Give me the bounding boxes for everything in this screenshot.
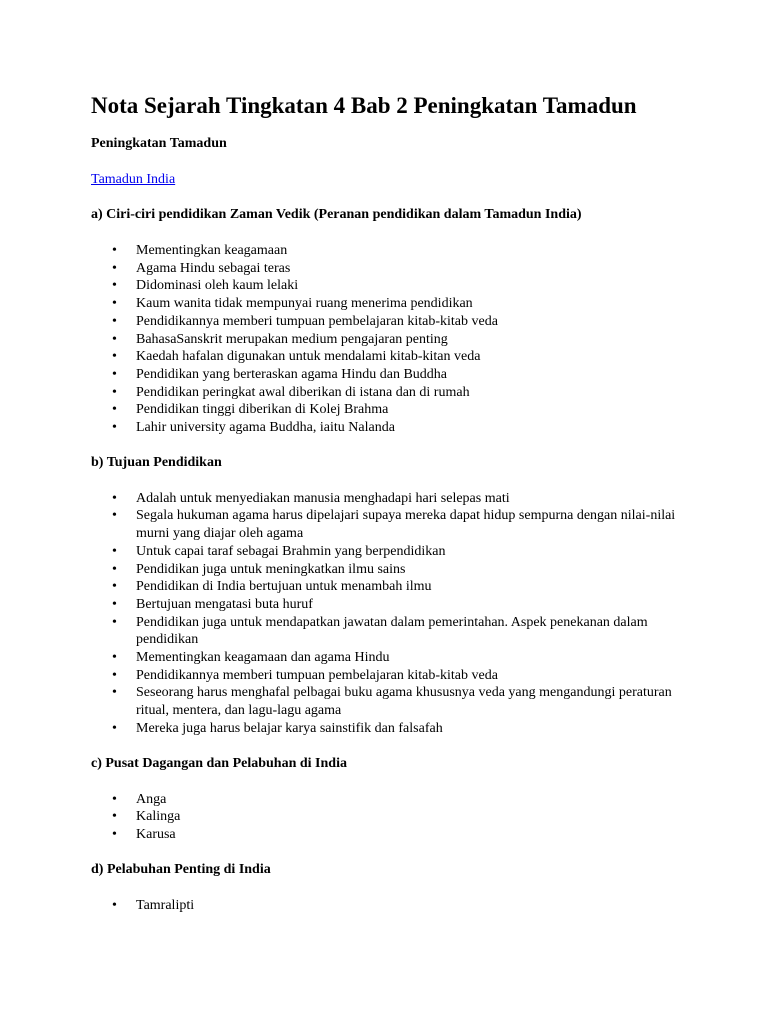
list-item [91, 384, 691, 402]
list-item [91, 348, 691, 366]
list-item [91, 596, 691, 614]
bullet-icon: • [112, 667, 117, 683]
bullet-icon: • [112, 331, 117, 347]
section-c-heading: c) Pusat Dagangan dan Pelabuhan di India [91, 755, 347, 771]
list-item-text: Segala hukuman agama harus dipelajari supaya mereka dapat hidup sempurna dengan nilai-nilai murni yang diajar oleh agama [136, 508, 676, 542]
bullet-icon: • [112, 366, 117, 382]
list-item-text: Lahir university agama Buddha, iaitu Nalanda [136, 420, 395, 436]
list-item [91, 260, 691, 278]
list-item [91, 242, 691, 260]
bullet-icon: • [112, 826, 117, 842]
list-item [91, 897, 691, 915]
bullet-icon: • [112, 402, 117, 418]
bullet-icon: • [112, 809, 117, 825]
bullet-icon: • [112, 685, 117, 701]
list-item [91, 543, 691, 561]
bullet-icon: • [112, 384, 117, 400]
list-item-text: Mementingkan keagamaan dan agama Hindu [136, 650, 390, 666]
list-item-text: BahasaSanskrit merupakan medium pengajaran penting [136, 331, 448, 347]
section-b-heading: b) Tujuan Pendidikan [91, 454, 222, 470]
list-item [91, 649, 691, 667]
list-item-text: Pendidikannya memberi tumpuan pembelajaran kitab-kitab veda [136, 313, 498, 329]
bullet-icon: • [112, 508, 117, 524]
list-item-text: Didominasi oleh kaum lelaki [136, 278, 299, 294]
list-item-text: Kaum wanita tidak mempunyai ruang menerima pendidikan [136, 296, 473, 312]
list-item [91, 614, 691, 649]
bullet-icon: • [112, 260, 117, 276]
list-item-text: Pendidikan tinggi diberikan di Kolej Brahma [136, 402, 389, 418]
bullet-icon: • [112, 420, 117, 436]
list-item [91, 295, 691, 313]
bullet-icon: • [112, 897, 117, 913]
bullet-icon: • [112, 579, 117, 595]
list-item [91, 826, 691, 844]
list-item-text: Pendidikan juga untuk mendapatkan jawatan dalam pemerintahan. Aspek penekanan dalam pendidikan [136, 614, 648, 648]
list-item-text: Pendidikannya memberi tumpuan pembelajaran kitab-kitab veda [136, 667, 498, 683]
section-c-list [91, 791, 691, 844]
bullet-icon: • [112, 561, 117, 577]
list-item-text: Pendidikan di India bertujuan untuk menambah ilmu [136, 579, 432, 595]
list-item [91, 507, 691, 542]
section-d-list [91, 897, 691, 915]
list-item-text: Anga [136, 791, 167, 807]
list-item [91, 720, 691, 738]
bullet-icon: • [112, 313, 117, 329]
section-a-heading: a) Ciri-ciri pendidikan Zaman Vedik (Peranan pendidikan dalam Tamadun India) [91, 207, 582, 222]
list-item [91, 684, 691, 719]
list-item [91, 561, 691, 579]
bullet-icon: • [112, 596, 117, 612]
section-d-heading: d) Pelabuhan Penting di India [91, 861, 271, 877]
list-item [91, 667, 691, 685]
list-item [91, 808, 691, 826]
list-item-text: Mementingkan keagamaan [136, 243, 288, 258]
list-item-text: Untuk capai taraf sebagai Brahmin yang berpendidikan [136, 543, 446, 559]
list-item [91, 277, 691, 295]
bullet-icon: • [112, 543, 117, 559]
bullet-icon: • [112, 296, 117, 312]
list-item [91, 401, 691, 419]
document-page [91, 86, 691, 914]
section-a [91, 206, 691, 437]
list-item-text: Kaedah hafalan digunakan untuk mendalami kitab-kitan veda [136, 349, 481, 365]
section-b-list [91, 490, 691, 738]
list-item-text: Tamralipti [136, 897, 195, 913]
list-item [91, 313, 691, 331]
link-row [91, 170, 691, 189]
list-item-text: Bertujuan mengatasi buta huruf [136, 596, 313, 612]
section-c [91, 755, 691, 844]
list-item [91, 331, 691, 349]
list-item-text: Agama Hindu sebagai teras [136, 260, 291, 276]
bullet-icon: • [112, 243, 117, 258]
list-item-text: Pendidikan peringkat awal diberikan di istana dan di rumah [136, 384, 470, 400]
bullet-icon: • [112, 614, 117, 630]
list-item-text: Kalinga [136, 809, 181, 825]
bullet-icon: • [112, 791, 117, 807]
list-item [91, 366, 691, 384]
page-title: Nota Sejarah Tingkatan 4 Bab 2 Peningkatan Tamadun [91, 93, 637, 118]
list-item-text: Mereka juga harus belajar karya sainstifik dan falsafah [136, 720, 443, 736]
bullet-icon: • [112, 650, 117, 666]
tamadun-india-link[interactable]: Tamadun India [91, 172, 176, 187]
bullet-icon: • [112, 490, 117, 506]
list-item-text: Pendidikan yang berteraskan agama Hindu dan Buddha [136, 366, 448, 382]
section-b [91, 454, 691, 738]
list-item-text: Adalah untuk menyediakan manusia menghadapi hari selepas mati [136, 490, 510, 506]
bullet-icon: • [112, 278, 117, 294]
section-a-list [91, 242, 691, 437]
list-item [91, 578, 691, 596]
bullet-icon: • [112, 720, 117, 736]
list-item [91, 490, 691, 508]
bullet-icon: • [112, 349, 117, 365]
subtitle: Peningkatan Tamadun [91, 136, 227, 151]
list-item [91, 791, 691, 809]
list-item-text: Seseorang harus menghafal pelbagai buku agama khususnya veda yang mengandungi peraturan ritual, mentera, dan lagu-lagu agama [136, 685, 672, 719]
list-item [91, 419, 691, 437]
list-item-text: Karusa [136, 826, 176, 842]
section-d [91, 861, 691, 915]
list-item-text: Pendidikan juga untuk meningkatkan ilmu sains [136, 561, 406, 577]
